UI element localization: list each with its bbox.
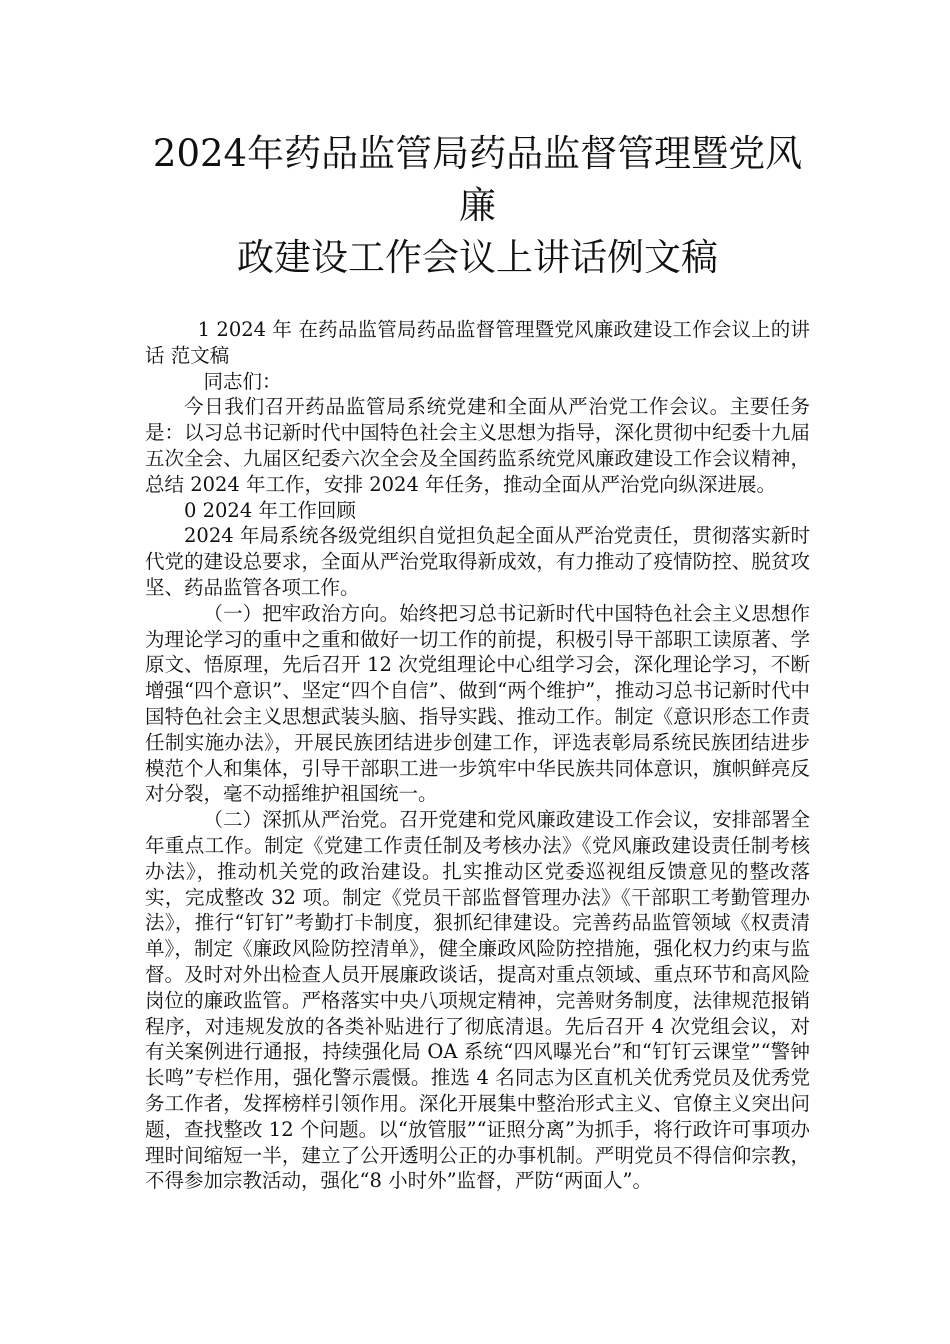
document-page (145, 128, 810, 1194)
document-title (145, 128, 810, 284)
political-direction-paragraph: （一）把牢政治方向。始终把习总书记新时代中国特色社会主义思想作为理论学习的重中之重和做好一切工作的前提，积极引导干部职工读原著、学原文、悟原理，先后召开 12 次党组理论中心组学习会，深化理论学习，不断增强“四个意识”、坚定“四个自信”、做到“两个维护”，推动习总书记新时代中国特色社会主义思想武装头脑、指导实践、推动工作。制定《意识形态工作责任制实施办法》，开展民族团结进步创建工作，评选表彰局系统民族团结进步模范个人和集体，引导干部职工进一步筑牢中华民族共同体意识，旗帜鲜亮反对分裂，毫不动摇维护祖国统一。 (145, 601, 810, 806)
salutation: 同志们： (203, 369, 282, 393)
opening-paragraph: 今日我们召开药品监管局系统党建和全面从严治党工作会议。主要任务是：以习总书记新时代中国特色社会主义思想为指导，深化贯彻中纪委十九届五次全会、九届区纪委六次全会及全国药监系统党风廉政建设工作会议精神，总结 2024 年工作，安排 2024 年任务，推动全面从严治党向纵深进展。 (145, 395, 810, 496)
document-body (145, 317, 810, 1194)
speech-subtitle: 1 2024 年 在药品监管局药品监督管理暨党风廉政建设工作会议上的讲话 范文稿 (145, 318, 810, 367)
section-heading-review: 0 2024 年工作回顾 (184, 498, 356, 522)
title-line-1: 2024年药品监管局药品监督管理暨党风廉 (152, 132, 803, 227)
strict-governance-paragraph: （二）深抓从严治党。召开党建和党风廉政建设工作会议，安排部署全年重点工作。制定《党建工作责任制及考核办法》《党风廉政建设责任制考核办法》，推动机关党的政治建设。扎实推动区党委巡视组反馈意见的整改落实，完成整改 32 项。制定《党员干部监督管理办法》《干部职工考勤管理办法》，推行“钉钉”考勤打卡制度，狠抓纪律建设。完善药品监管领域《权责清单》，制定《廉政风险防控清单》，健全廉政风险防控措施，强化权力约束与监督。及时对外出检查人员开展廉政谈话，提高对重点领域、重点环节和高风险岗位的廉政监管。严格落实中央八项规定精神，完善财务制度，法律规范报销程序，对违规发放的各类补贴进行了彻底清退。先后召开 4 次党组会议，对有关案例进行通报，持续强化局 OA 系统“四风曝光台”和“钉钉云课堂”“警钟长鸣”专栏作用，强化警示震慑。推选 4 名同志为区直机关优秀党员及优秀党务工作者，发挥榜样引领作用。深化开展集中整治形式主义、官僚主义突出问题，查找整改 12 个问题。以“放管服”“证照分离”为抓手，将行政许可事项办理时间缩短一半，建立了公开透明公正的办事机制。严明党员不得信仰宗教，不得参加宗教活动，强化“8 小时外”监督，严防“两面人”。 (145, 808, 810, 1193)
review-summary-paragraph: 2024 年局系统各级党组织自觉担负起全面从严治党责任，贯彻落实新时代党的建设总要求，全面从严治党取得新成效，有力推动了疫情防控、脱贫攻坚、药品监管各项工作。 (145, 524, 810, 599)
title-line-2: 政建设工作会议上讲话例文稿 (237, 236, 718, 279)
